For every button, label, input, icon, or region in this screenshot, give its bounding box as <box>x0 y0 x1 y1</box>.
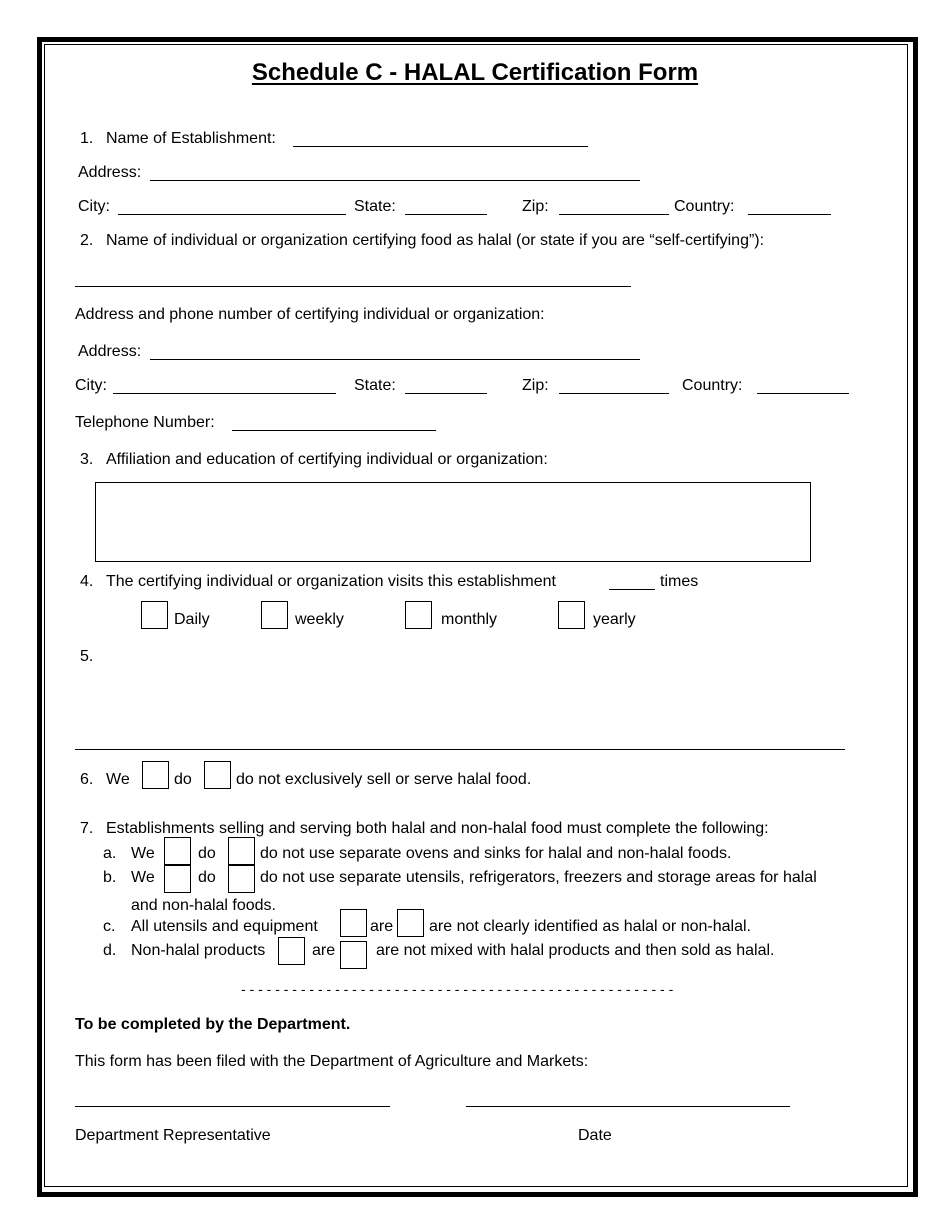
establishment-name-label: Name of Establishment: <box>106 130 276 147</box>
department-representative-label: Department Representative <box>75 1127 271 1144</box>
certifier-address-field[interactable] <box>150 359 640 360</box>
city-label: City: <box>78 198 110 215</box>
department-representative-signature-field[interactable] <box>75 1106 390 1107</box>
item-a-we: We <box>131 845 155 862</box>
item-b-statement-cont: and non-halal foods. <box>131 897 276 914</box>
item-c-letter: c. <box>103 918 116 935</box>
weekly-checkbox[interactable] <box>261 601 288 629</box>
certifier-address-label: Address: <box>78 343 142 360</box>
address-field[interactable] <box>150 180 640 181</box>
certifier-state-label: State: <box>354 377 396 394</box>
section-1-number: 1. <box>80 130 94 147</box>
weekly-label: weekly <box>295 611 344 628</box>
certifier-country-label: Country: <box>682 377 743 394</box>
item-b-we: We <box>131 869 155 886</box>
section-separator: - - - - - - - - - - - - - - - - - - - - - - - - - - - - - - - - - - - - - - - - - - - - - - - - - - - <box>241 981 674 997</box>
country-field[interactable] <box>748 214 831 215</box>
section-6-we: We <box>106 771 130 788</box>
yearly-checkbox[interactable] <box>558 601 585 629</box>
certifier-zip-label: Zip: <box>522 377 549 394</box>
city-field[interactable] <box>118 214 346 215</box>
certifier-city-field[interactable] <box>113 393 336 394</box>
item-d-letter: d. <box>103 942 117 959</box>
telephone-label: Telephone Number: <box>75 414 215 431</box>
yearly-label: yearly <box>593 611 636 628</box>
monthly-checkbox[interactable] <box>405 601 432 629</box>
item-d-statement: are not mixed with halal products and then sold as halal. <box>376 942 775 959</box>
certifier-contact-heading: Address and phone number of certifying individual or organization: <box>75 306 545 323</box>
mixed-are-not-checkbox[interactable] <box>340 941 367 969</box>
telephone-field[interactable] <box>232 430 436 431</box>
item-b-statement: do not use separate utensils, refrigerators, freezers and storage areas for halal <box>260 869 817 886</box>
section-4-number: 4. <box>80 573 94 590</box>
times-label: times <box>660 573 699 590</box>
item-c-pre: All utensils and equipment <box>131 918 318 935</box>
item-a-do: do <box>198 845 216 862</box>
item-c-are: are <box>370 918 394 935</box>
affiliation-question: Affiliation and education of certifying individual or organization: <box>106 451 548 468</box>
zip-label: Zip: <box>522 198 549 215</box>
certifier-state-field[interactable] <box>405 393 487 394</box>
utensils-do-checkbox[interactable] <box>164 865 191 893</box>
date-field[interactable] <box>466 1106 790 1107</box>
daily-checkbox[interactable] <box>141 601 168 629</box>
mixed-are-checkbox[interactable] <box>278 937 305 965</box>
certifier-name-field[interactable] <box>75 286 631 287</box>
section-2-number: 2. <box>80 232 94 249</box>
establishment-name-field[interactable] <box>293 146 588 147</box>
state-field[interactable] <box>405 214 487 215</box>
item-c-statement: are not clearly identified as halal or non-halal. <box>429 918 751 935</box>
address-label: Address: <box>78 164 142 181</box>
filed-statement: This form has been filed with the Department of Agriculture and Markets: <box>75 1053 589 1070</box>
sells-exclusively-do-checkbox[interactable] <box>142 761 169 789</box>
item-b-letter: b. <box>103 869 117 886</box>
department-heading: To be completed by the Department. <box>75 1016 351 1033</box>
ovens-do-not-checkbox[interactable] <box>228 837 255 865</box>
identified-are-checkbox[interactable] <box>340 909 367 937</box>
date-label: Date <box>578 1127 612 1144</box>
zip-field[interactable] <box>559 214 669 215</box>
utensils-do-not-checkbox[interactable] <box>228 865 255 893</box>
section-7-number: 7. <box>80 820 94 837</box>
country-label: Country: <box>674 198 735 215</box>
section-6-do: do <box>174 771 192 788</box>
item-a-letter: a. <box>103 845 117 862</box>
sells-exclusively-do-not-checkbox[interactable] <box>204 761 231 789</box>
certifier-country-field[interactable] <box>757 393 849 394</box>
monthly-label: monthly <box>441 611 498 628</box>
affiliation-textbox[interactable] <box>95 482 811 562</box>
item-b-do: do <box>198 869 216 886</box>
certifier-city-label: City: <box>75 377 107 394</box>
item-d-pre: Non-halal products <box>131 942 266 959</box>
certifier-name-question: Name of individual or organization certifying food as halal (or state if you are “self-certifying”): <box>106 232 765 249</box>
section-6-number: 6. <box>80 771 94 788</box>
section-3-number: 3. <box>80 451 94 468</box>
state-label: State: <box>354 198 396 215</box>
visit-frequency-question: The certifying individual or organization visits this establishment <box>106 573 556 590</box>
daily-label: Daily <box>174 611 210 628</box>
section-7-intro: Establishments selling and serving both halal and non-halal food must complete the following: <box>106 820 769 837</box>
item-d-are: are <box>312 942 336 959</box>
section-5-number: 5. <box>80 648 94 665</box>
ovens-do-checkbox[interactable] <box>164 837 191 865</box>
certifier-zip-field[interactable] <box>559 393 669 394</box>
section-6-statement: do not exclusively sell or serve halal food. <box>236 771 532 788</box>
visit-times-field[interactable] <box>609 589 655 590</box>
form-title: Schedule C - HALAL Certification Form <box>251 59 699 86</box>
identified-are-not-checkbox[interactable] <box>397 909 424 937</box>
item-a-statement: do not use separate ovens and sinks for halal and non-halal foods. <box>260 845 732 862</box>
section-5-field[interactable] <box>75 749 845 750</box>
